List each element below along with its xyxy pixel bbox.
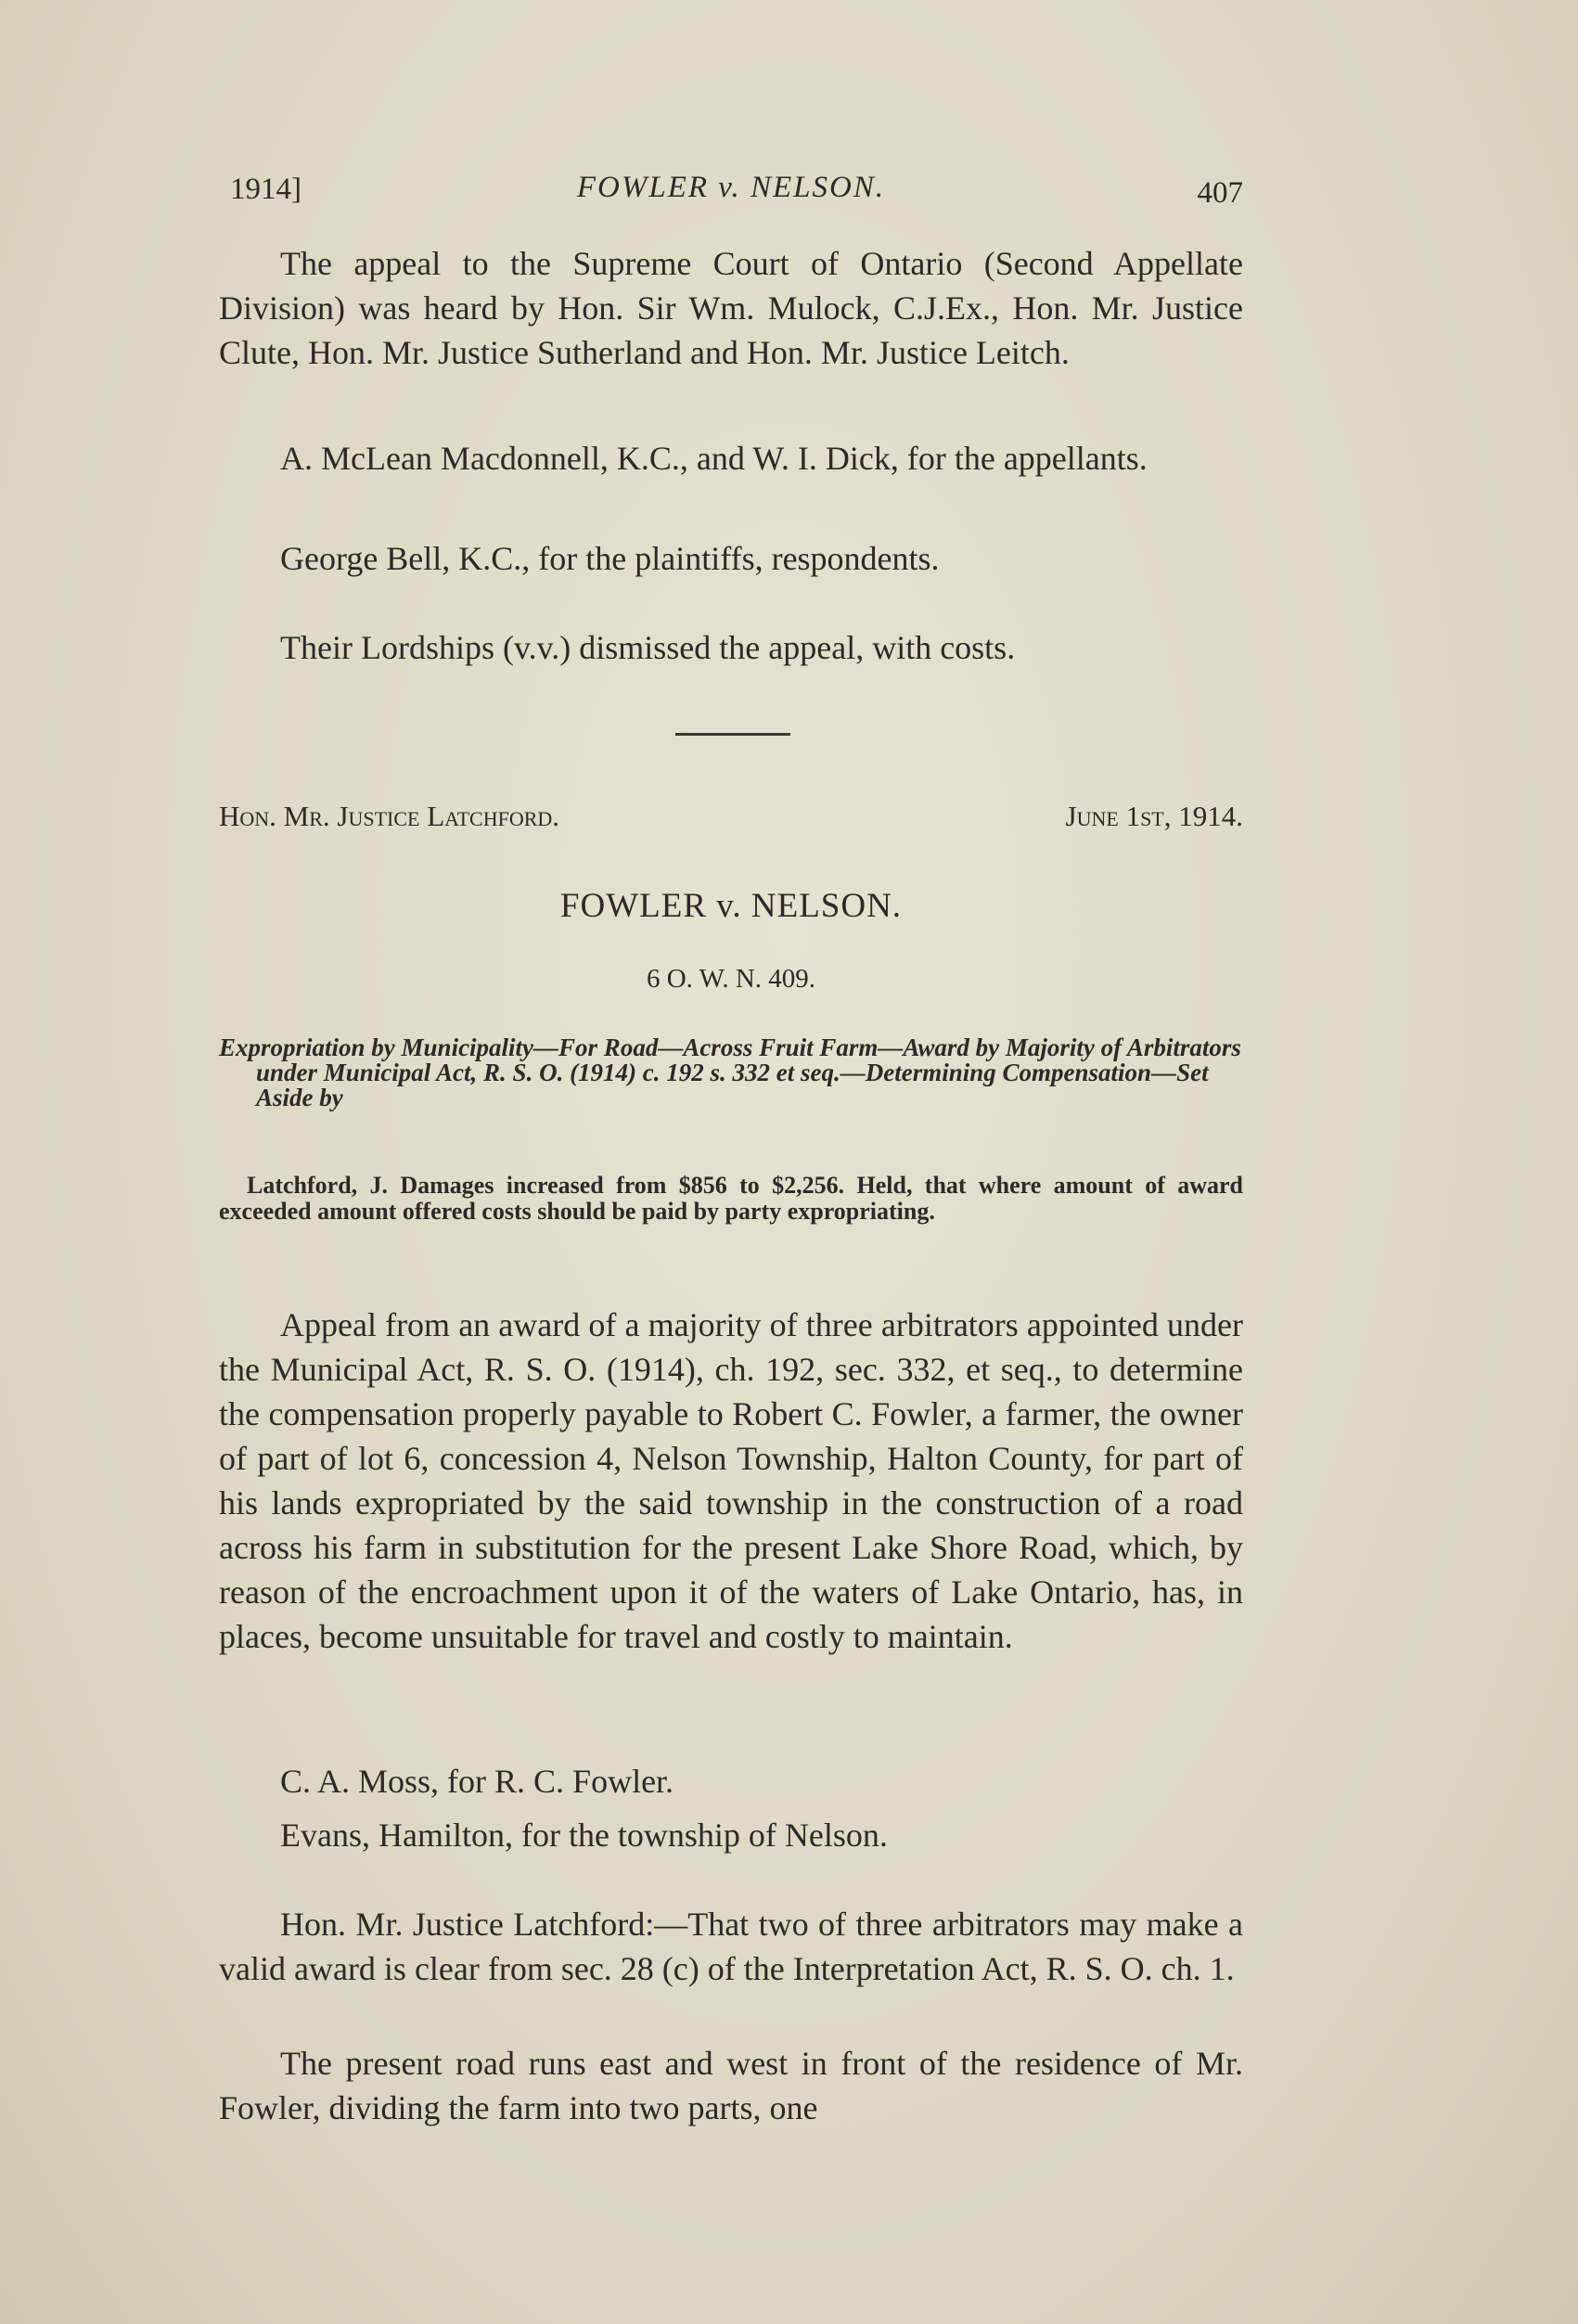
counsel-nelson-paragraph: [219, 1813, 1243, 1857]
running-head: [219, 167, 1243, 223]
counsel-respondents-text: George Bell, K.C., for the plaintiffs, respondents.: [280, 540, 940, 577]
summary-text: Latchford, J. Damages increased from $856 to $2,256. Held, that where amount of award exceeded amount offered costs should be paid by party expropriating.: [219, 1172, 1243, 1225]
counsel-appellants-text: A. McLean Macdonnell, K.C., and W. I. Dick, for the appellants.: [280, 440, 1148, 477]
appeal-heard-paragraph: [219, 241, 1243, 375]
running-head-year: 1914]: [230, 173, 301, 206]
judgment-text-2: The present road runs east and west in front of the residence of Mr. Fowler, dividing the farm into two parts, one: [219, 2045, 1243, 2126]
case-judge: Hon. Mr. Justice Latchford.: [219, 800, 560, 832]
case-header: [219, 800, 1243, 844]
case-date: June 1st, 1914.: [1065, 800, 1243, 832]
headnote-text: Expropriation by Municipality—For Road—Across Fruit Farm—Award by Majority of Arbitrators under Municipal Act, R. S. O. (1914) c. 192 s. 332 et seq.—Determining Compensation—Set Aside by: [219, 1034, 1241, 1111]
judgment-paragraph-1: [219, 1902, 1243, 1991]
appeal-from-paragraph: [219, 1303, 1243, 1659]
case-citation: 6 O. W. N. 409.: [646, 964, 816, 994]
case-title: FOWLER v. NELSON.: [559, 887, 903, 925]
dismissed-paragraph: [219, 625, 1243, 670]
counsel-fowler-paragraph: [219, 1759, 1243, 1804]
judgment-paragraph-2: [219, 2041, 1243, 2130]
appeal-from-text: Appeal from an award of a majority of three arbitrators appointed under the Municipal Act, R. S. O. (1914), ch. 192, sec. 332, et seq., to determine the compensation properly payable to Robert C. Fowler, a farmer, the owner of part of lot 6, concession 4, Nelson Township, Halton County, for part of his lands expropriated by the said township in the construction of a road across his farm in substitution for the present Lake Shore Road, which, by reason of the encroachment upon it of the waters of Lake Ontario, has, in places, become unsuitable for travel and costly to maintain.: [219, 1306, 1243, 1655]
counsel-respondents-paragraph: [219, 536, 1243, 581]
appeal-heard-text: The appeal to the Supreme Court of Ontario (Second Appellate Division) was heard by Hon. Sir Wm. Mulock, C.J.Ex., Hon. Mr. Justice Clute, Hon. Mr. Justice Sutherland and Hon. Mr. Justice Leitch.: [219, 245, 1243, 371]
judgment-text-1: Hon. Mr. Justice Latchford:—That two of three arbitrators may make a valid award is clear from sec. 28 (c) of the Interpretation Act, R. S. O. ch. 1.: [219, 1906, 1243, 1987]
page-number: 407: [1197, 176, 1243, 210]
running-head-title: FOWLER v. NELSON.: [576, 171, 886, 204]
counsel-fowler-text: C. A. Moss, for R. C. Fowler.: [280, 1763, 674, 1800]
section-divider: [675, 733, 790, 736]
counsel-appellants-paragraph: [219, 436, 1243, 481]
dismissed-text: Their Lordships (v.v.) dismissed the appeal, with costs.: [280, 629, 1016, 666]
counsel-nelson-text: Evans, Hamilton, for the township of Nelson.: [280, 1817, 888, 1854]
summary-block: [219, 1173, 1243, 1225]
headnote-block: [219, 1035, 1243, 1111]
